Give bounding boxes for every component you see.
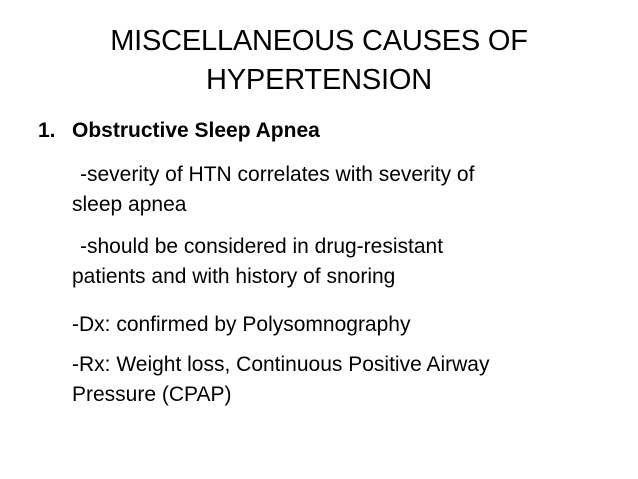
sub-point-treatment — [72, 350, 612, 410]
sub-point-line: -should be considered in drug-resistant — [80, 235, 444, 258]
item-heading-text: Obstructive Sleep Apnea — [72, 119, 320, 142]
numbered-item-heading — [38, 117, 320, 145]
sub-point-line: -Dx: confirmed by Polysomnography — [72, 313, 411, 336]
slide-title-line-2: HYPERTENSION — [206, 64, 432, 96]
sub-point-line: -severity of HTN correlates with severity of — [80, 163, 475, 186]
slide-title — [30, 22, 608, 100]
sub-point-severity — [72, 160, 612, 220]
sub-point-line: patients and with history of snoring — [72, 265, 396, 288]
sub-point-drug-resistant — [72, 232, 612, 292]
sub-point-line: Pressure (CPAP) — [72, 383, 232, 406]
sub-point-diagnosis — [72, 310, 612, 340]
sub-point-line: sleep apnea — [72, 193, 187, 216]
item-number: 1. — [38, 119, 56, 142]
sub-point-line: -Rx: Weight loss, Continuous Positive Airway — [72, 353, 490, 376]
slide-title-line-1: MISCELLANEOUS CAUSES OF — [110, 25, 528, 57]
